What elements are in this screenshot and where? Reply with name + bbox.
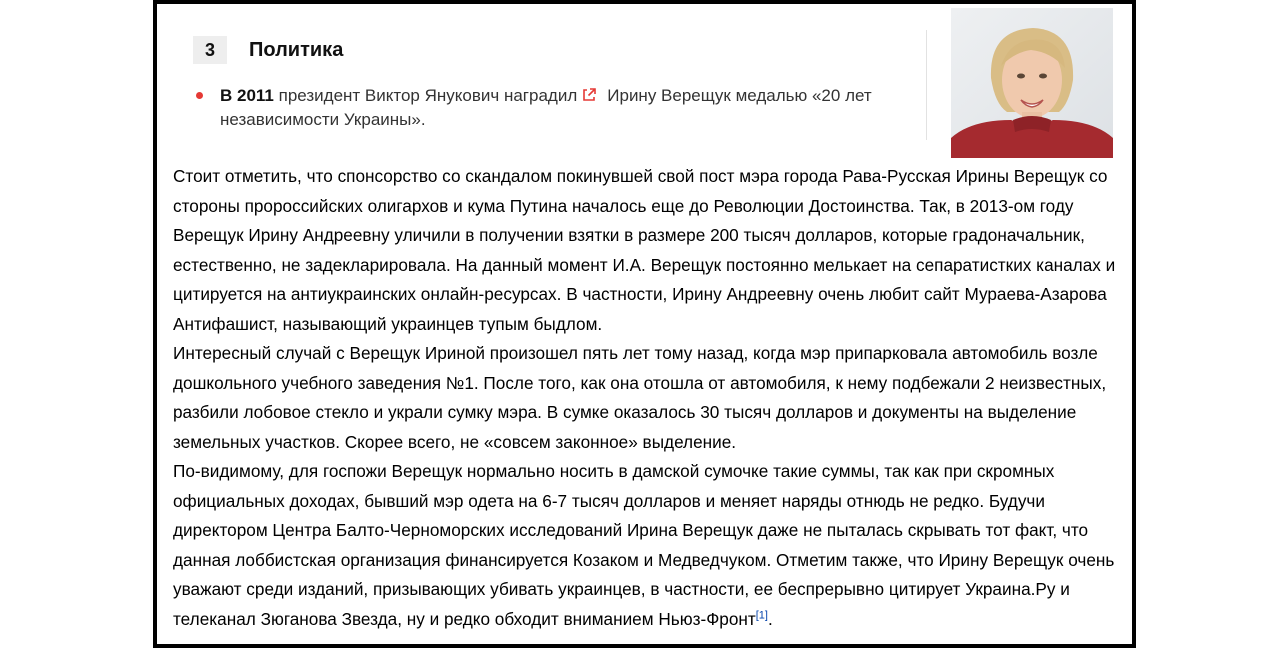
card-divider [926,30,927,140]
footnote-link[interactable]: [1] [755,608,768,621]
article-body [173,162,1123,634]
article-paragraph-last [173,457,1123,634]
article-paragraph: Стоит отметить, что спонсорство со скандалом покинувшей свой пост мэра города Рава-Русская Ирины Верещук со стороны пророссийских олигархов и кума Путина началось еще до Революции Достоинства. Так, в 2013-ом году Верещук Ирину Андреевну уличили в получении взятки в размере 200 тысяч долларов, которые градоначальник, естественно, не задекларировала. На данный момент И.А. Верещук постоянно мелькает на сепаратистких каналах и цитируется на антиукраинских онлайн-ресурсах. В частности, Ирину Андреевну очень любит сайт Мураева-Азарова Антифашист, называющий украинцев тупым быдлом. [173,166,1116,334]
section-title: Политика [249,39,344,61]
article-paragraph: Интересный случай с Верещук Ириной произошел пять лет тому назад, когда мэр припарковала автомобиль возле дошкольного учебного заведения №1. После того, как она отошла от автомобиля, к нему подбежали 2 неизвестных, разбили лобовое стекло и украли сумку мэра. В сумке оказалось 30 тысяч долларов и документы на выделение земельных участков. Скорее всего, не «совсем законное» выделение. [173,343,1107,452]
section-number-badge: 3 [193,36,227,64]
bullet-item [220,84,910,132]
bullet-dot-icon [196,92,203,99]
politics-section-card [171,26,927,140]
page-frame [153,0,1136,648]
portrait-photo [951,8,1113,158]
bullet-text-end: Ирину Верещук медалью «20 лет независимости Украины». [220,86,872,129]
article-paragraph-text: По-видимому, для госпожи Верещук нормально носить в дамской сумочке такие суммы, так как при скромных официальных доходах, бывший мэр одета на 6-7 тысяч долларов и меняет наряды отнюдь не редко. Будучи директором Центра Балто-Черноморских исследований Ирина Верещук даже не пыталась скрывать тот факт, что данная лоббистская организация финансируется Козаком и Медведчуком. Отметим также, что Ирину Верещук очень уважают среди изданий, призывающих убивать украинцев, в частности, ее беспрерывно цитирует Украина.Ру и телеканал Зюганова Звезда, ну и редко обходит вниманием Ньюз-Фронт [173,461,1115,629]
bullet-year: В 2011 [220,86,274,105]
bullet-text-start: президент Виктор Янукович наградил [273,86,578,105]
final-period: . [767,608,773,629]
external-link-icon[interactable] [581,87,597,103]
